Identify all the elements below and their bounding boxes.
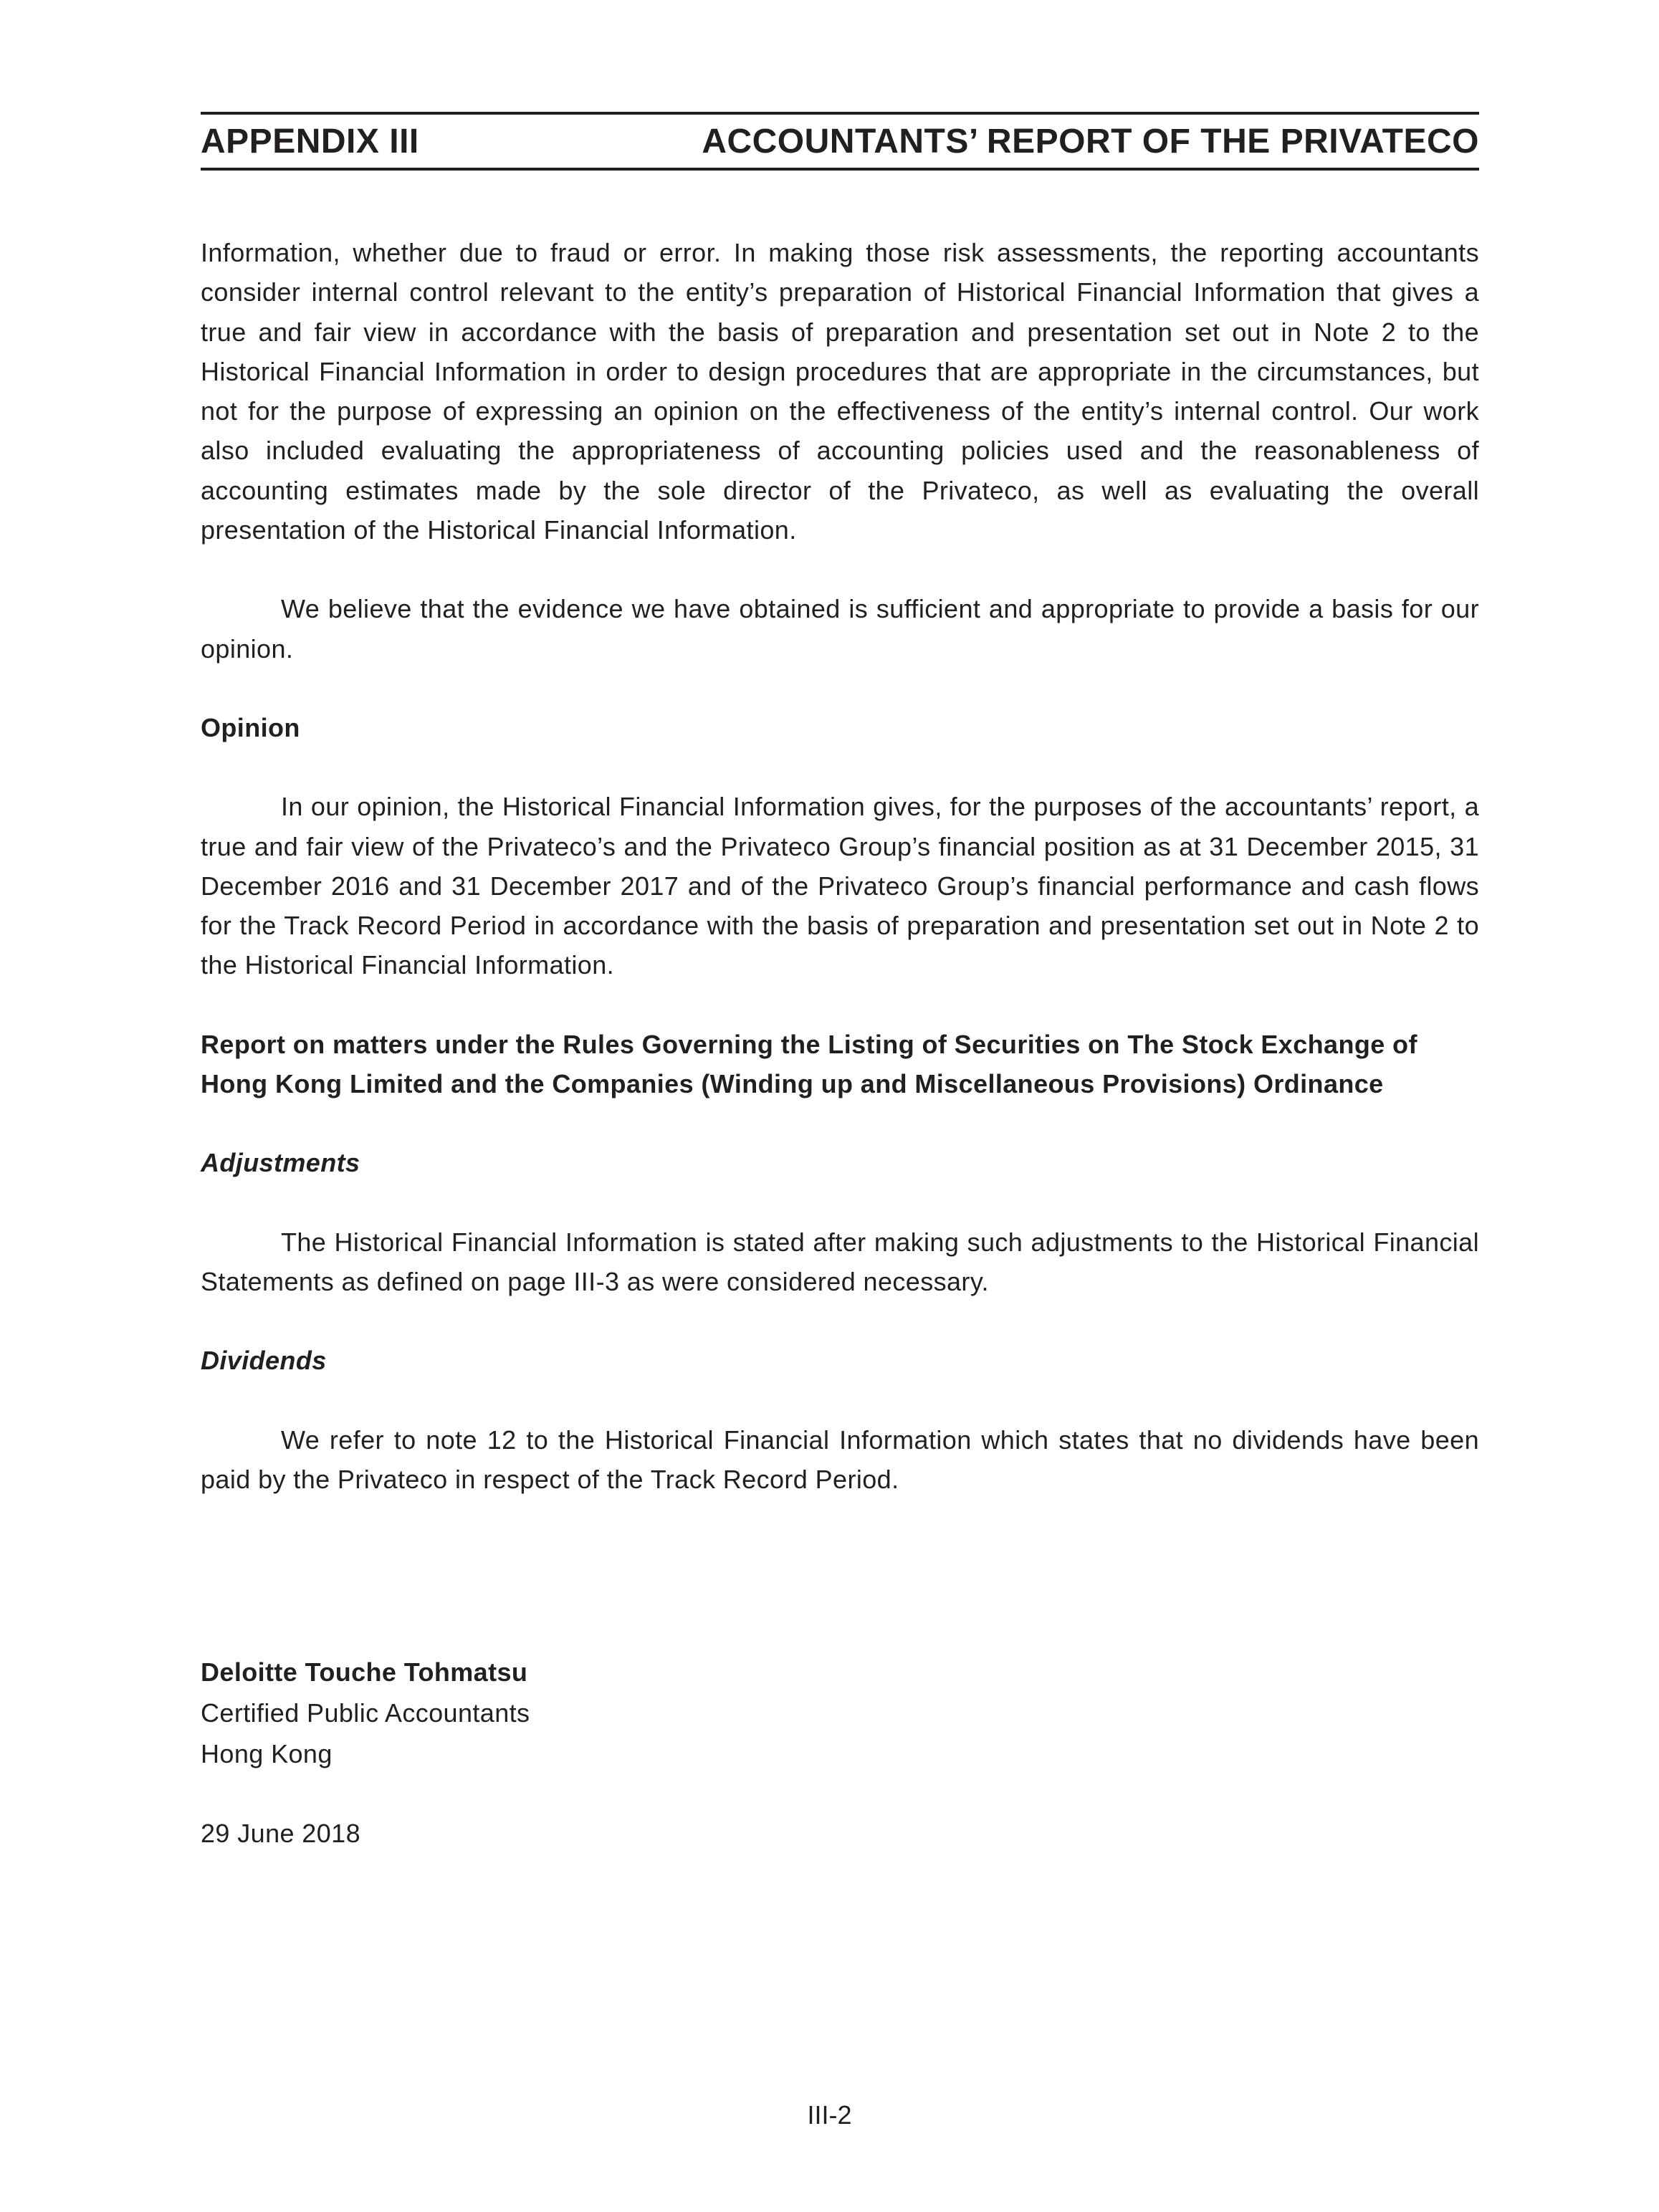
paragraph-dividends: We refer to note 12 to the Historical Financial Information which states that no dividends have been paid by the Privateco in respect of the Track Record Period. — [201, 1425, 1479, 1494]
paragraph-risk-assessment: Information, whether due to fraud or error. In making those risk assessments, the reporting accountants consider internal control relevant to the entity’s preparation of Historical Financial Information that gives a true and fair view in accordance with the basis of preparation and presentation set out in Note 2 to the Historical Financial Information in order to design procedures that are appropriate in the circumstances, but not for the purpose of expressing an opinion on the effectiveness of the entity’s internal control. Our work also included evaluating the appropriateness of accounting policies used and the reasonableness of accounting estimates made by the sole director of the Privateco, as well as evaluating the overall presentation of the Historical Financial Information. — [201, 238, 1479, 545]
heading-dividends: Dividends — [201, 1346, 327, 1376]
firm-title: Certified Public Accountants — [201, 1698, 530, 1728]
paragraph-opinion: In our opinion, the Historical Financial Information gives, for the purposes of the accountants’ report, a true and fair view of the Privateco’s and the Privateco Group’s financial position as at 31 December 2015, 31 December 2016 and 31 December 2017 and of the Privateco Group’s financial performance and cash flows for the Track Record Period in accordance with the basis of preparation and presentation set out in Note 2 to the Historical Financial Information. — [201, 792, 1479, 980]
heading-opinion: Opinion — [201, 712, 300, 742]
paragraph-adjustments: The Historical Financial Information is stated after making such adjustments to the Historical Financial Statements as defined on page III-3 as were considered necessary. — [201, 1227, 1479, 1296]
appendix-label: APPENDIX III — [201, 123, 419, 161]
firm-name: Deloitte Touche Tohmatsu — [201, 1657, 528, 1687]
report-title: ACCOUNTANTS’ REPORT OF THE PRIVATECO — [702, 123, 1479, 161]
heading-report-on-matters: Report on matters under the Rules Governing the Listing of Securities on The Stock Exchange of Hong Kong Limited and the Companies (Winding up and Miscellaneous Provisions) Ordinance — [201, 1029, 1417, 1099]
page-header — [201, 112, 1479, 171]
report-body — [201, 233, 1479, 1538]
paragraph-evidence: We believe that the evidence we have obtained is sufficient and appropriate to provide a basis for our opinion. — [201, 594, 1479, 664]
firm-location: Hong Kong — [201, 1739, 333, 1768]
heading-adjustments: Adjustments — [201, 1148, 360, 1178]
report-date: 29 June 2018 — [201, 1819, 360, 1848]
signature-block — [201, 1652, 530, 1774]
page-number: III-2 — [807, 2100, 852, 2130]
